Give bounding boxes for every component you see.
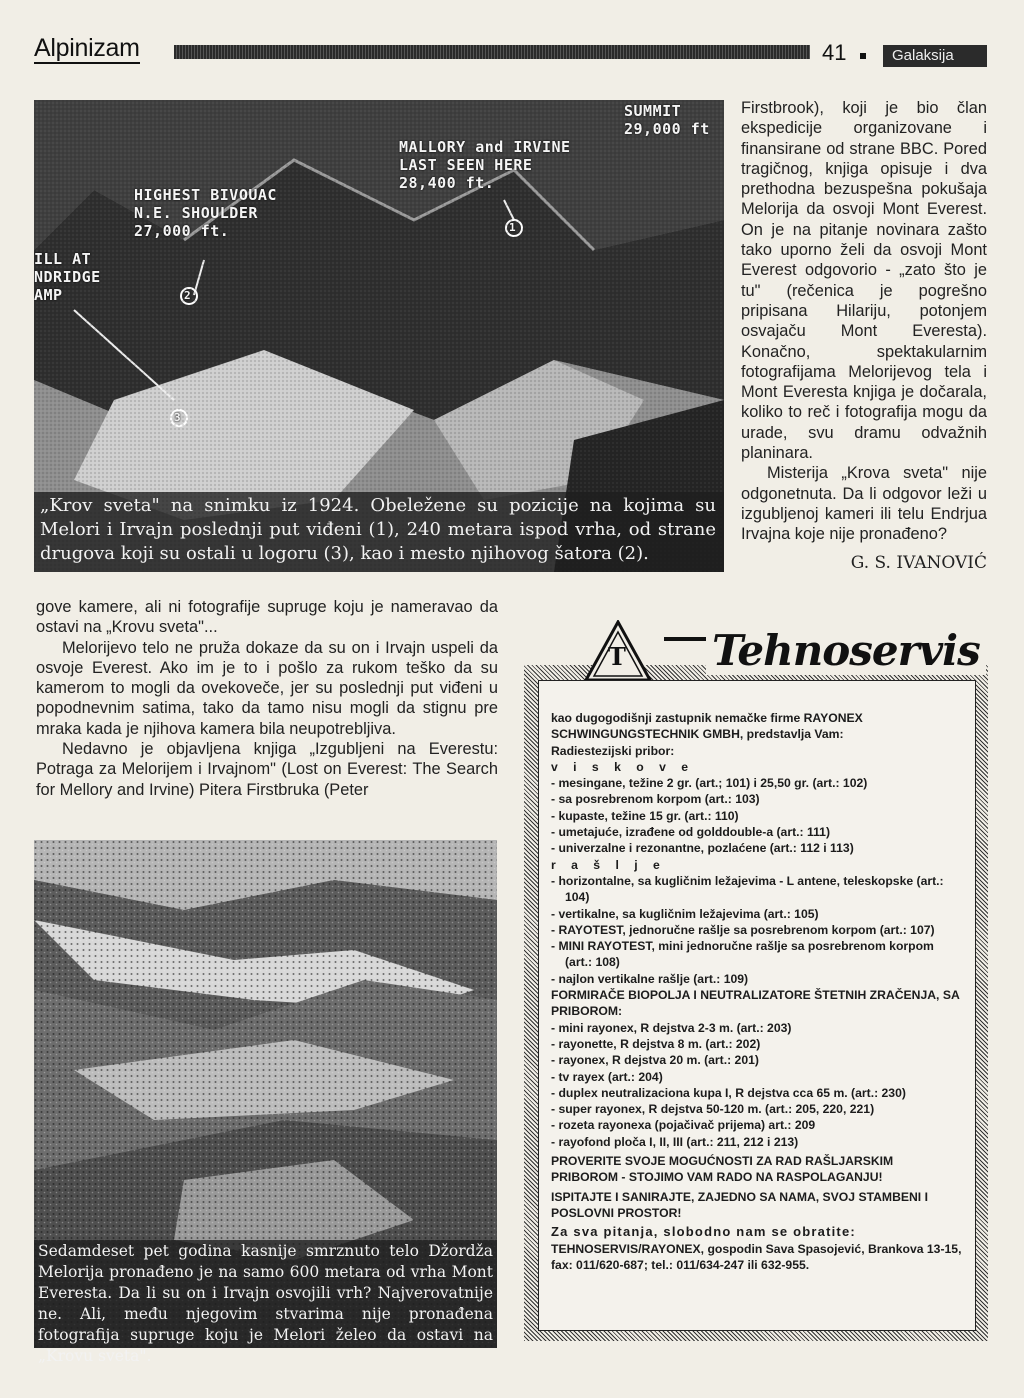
marker-1: 1 (509, 221, 517, 234)
ad-call-to-action: PROVERITE SVOJE MOGUĆNOSTI ZA RAD RAŠLJARSKIM PRIBOROM - STOJIMO VAM RADO NA RASPOLAGANJU! (551, 1154, 894, 1185)
ad-list-item: - umetajuće, izrađene od golddouble-a (art.: 111) (551, 825, 831, 840)
section-title: Alpinizam (34, 34, 140, 62)
paragraph: Misterija „Krova sveta" nije odgonetnuta. Da li odgovor leži u izgubljenoj kameri ili telu Endrjua Irvajna koje nije pronađeno? (741, 464, 987, 544)
main-column-text (36, 597, 498, 800)
summit-label: SUMMIT 29,000 ft (624, 102, 710, 138)
ad-list-item: - sa posrebrenom korpom (art.: 103) (551, 792, 760, 807)
paragraph: Firstbrook), koji je bio član ekspedicije organizovane i finansirane od strane BBC. Pored tragičnog, knjiga opisuje i dva prethodna bezuspešna pokušaja Melorija da osvoji Mont Everest. On je na pitanje novinara zašto tako uporno želi da osvoji Mont Everest odgovorio - „zato što je tu" (rečenica je pogrešno pripisana Hilariju, potonjem osvajaču Mont Everesta). Konačno, spektakularnim fotografijama Melorijevog tela i Mont Everesta knjiga je dočarala, koliko to reč i fotografija mogu da urade, svu dramu odvažnih planinara. (741, 99, 987, 463)
ad-contact: TEHNOSERVIS/RAYONEX, gospodin Sava Spasojević, Brankova 13-15, fax: 011/620-687; tel.: 011/634-247 ili 632-955. (551, 1241, 962, 1272)
camp-label: ILL AT NDRIDGE AMP (34, 250, 101, 304)
paragraph: Nedavno je objavljena knjiga „Izgubljeni na Everestu: Potraga za Melorijem i Irvajnom" (Lost on Everest: The Search for Mellory and Irvine) Pitera Firstbruka (Peter (36, 740, 498, 799)
page-number: 41 (822, 40, 847, 65)
right-column-text (741, 98, 987, 573)
ad-contact-heading: Za sva pitanja, slobodno nam se obratite: (551, 1224, 856, 1240)
ad-subheading: v i s k o v e (551, 759, 695, 774)
ad-call-to-action: ISPITAJTE I SANIRAJTE, ZAJEDNO SA NAMA, SVOJ STAMBENI I POSLOVNI PROSTOR! (551, 1189, 928, 1220)
ad-section-heading: Radiestezijski pribor: (551, 743, 675, 758)
ad-list-item: - horizontalne, sa kugličnim ležajevima - L antene, teleskopske (art.: 104) (551, 873, 944, 905)
ad-list-item: - najlon vertikalne rašlje (art.: 109) (551, 971, 749, 986)
ad-list-item: - kupaste, težine 15 gr. (art.: 110) (551, 808, 739, 823)
ad-list-item: - MINI RAYOTEST, mini jednoručne rašlje sa posrebrenom korpom (art.: 108) (551, 939, 934, 970)
author-signature: G. S. IVANOVIĆ (850, 552, 987, 573)
header-bullet (860, 53, 866, 59)
ad-list-item: - mini rayonex, R dejstva 2-3 m. (art.: 203) (551, 1020, 792, 1035)
ad-list-item: - tv rayex (art.: 204) (551, 1069, 663, 1084)
ad-list-item: - rayofond ploča I, II, III (art.: 211, 212 i 213) (551, 1134, 799, 1149)
marker-2: 2 (184, 289, 192, 302)
logo-mark: T (608, 642, 626, 671)
ad-list-item: - rayonex, R dejstva 20 m. (art.: 201) (551, 1053, 759, 1068)
bivouac-label: HIGHEST BIVOUAC N.E. SHOULDER 27,000 ft. (134, 186, 277, 240)
ad-list-item: - mesingane, težine 2 gr. (art.; 101) i 25,50 gr. (art.: 102) (551, 776, 868, 791)
header-rule (174, 45, 810, 59)
magazine-badge: Galaksija (883, 45, 987, 67)
paragraph: gove kamere, ali ni fotografije supruge koju je nameravao da ostavi na „Krovu sveta"... (36, 598, 498, 637)
ad-list-item: - rayonette, R dejstva 8 m. (art.: 202) (551, 1036, 761, 1051)
ad-list-item: - duplex neutralizaciona kupa I, R dejstva cca 65 m. (art.: 230) (551, 1085, 906, 1100)
advertisement-text (551, 710, 963, 1273)
ad-list-item: - vertikalne, sa kugličnim ležajevima (art.: 105) (551, 906, 819, 921)
top-photo-caption: „Krov sveta" na snimku iz 1924. Obeležene su pozicije na kojima su Melori i Irvajn poslednji put viđeni (1), 240 metara ispod vrha, od strane drugova koji su ostali u logoru (3), kao i mesto njihovog šatora (2). (34, 492, 724, 572)
ad-list-item: - univerzalne i rezonantne, pozlaćene (art.: 112 i 113) (551, 841, 854, 856)
bottom-photo-caption: Sedamdeset pet godina kasnije smrznuto telo Džordža Melorija pronađeno je na samo 600 metara od vrha Mont Everesta. Da li su on i Irvajn osvojili vrh? Najverovatnije ne. Ali, među njegovim stvarima nije pronađena fotografija supruge koju je Melori želeo da ostavi na „Krovu sveta". (34, 1240, 497, 1348)
mallory-irvine-label: MALLORY and IRVINE LAST SEEN HERE 28,400 ft. (399, 138, 571, 192)
marker-3: 3 (174, 411, 182, 424)
tehnoservis-logo-icon (584, 620, 652, 682)
paragraph: Melorijevo telo ne pruža dokaze da su on i Irvajn uspeli da osvoje Everest. Ako im je to i pošlo za rukom teško da su kamerom to mogli da ovekoveče, jer su poslednji put viđeni u popodnevnim satima, tako da tamo nisu mogli da stignu pre mraka kada je njihova kamera bila neupotrebljiva. (36, 638, 498, 738)
ad-list-item: - rozeta rayonexa (pojačivač prijema) art.: 209 (551, 1118, 816, 1133)
ad-subheading: r a š l j e (551, 857, 666, 872)
tehnoservis-logo-text: Tehnoservis (706, 626, 986, 675)
ad-section-heading: FORMIRAČE BIOPOLJA I NEUTRALIZATORE ŠTETNIH ZRAČENJA, SA PRIBOROM: (551, 988, 960, 1019)
ad-intro: kao dugogodišnji zastupnik nemačke firme RAYONEX SCHWINGUNGSTECHNIK GMBH, predstavlja Vam: (551, 711, 863, 742)
ad-list-item: - RAYOTEST, jednoručne rašlje sa posrebrenom korpom (art.: 107) (551, 922, 935, 937)
ad-list-item: - super rayonex, R dejstva 50-120 m. (art.: 205, 220, 221) (551, 1102, 875, 1117)
